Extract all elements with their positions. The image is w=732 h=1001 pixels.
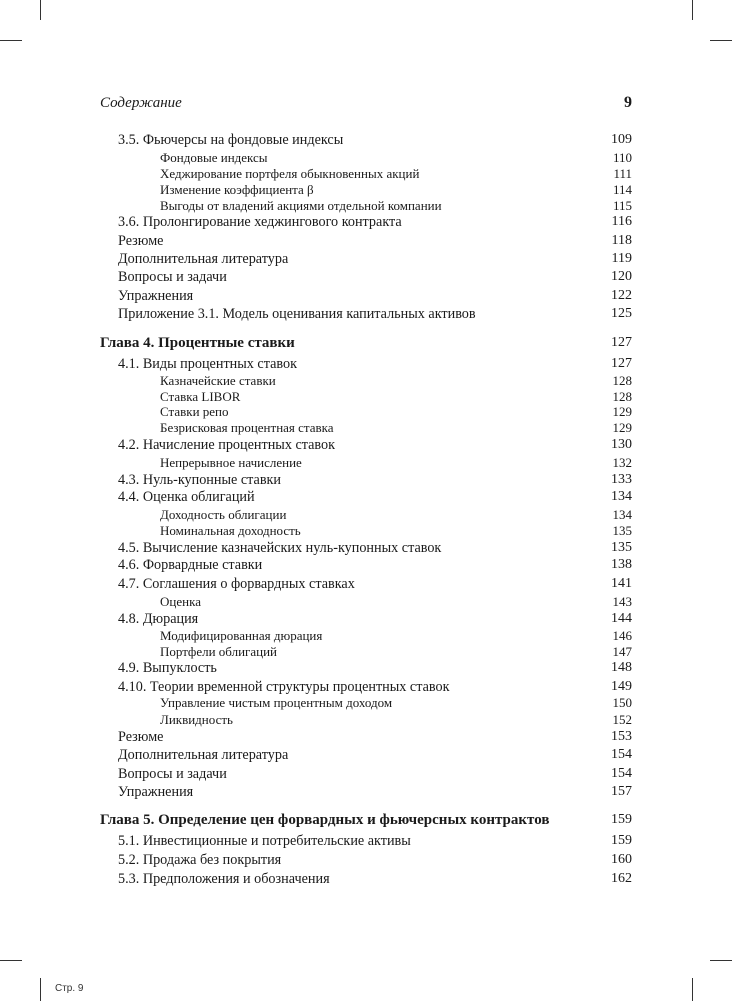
toc-entry (0, 765, 732, 783)
toc-chapter (0, 334, 732, 352)
toc-entry-title: Дополнительная литература (118, 251, 289, 267)
toc-entry (0, 355, 732, 373)
toc-entry-page: 146 (612, 628, 632, 643)
toc-entry-page: 150 (612, 695, 632, 710)
toc-entry-title: Упражнения (118, 288, 194, 304)
toc-entry-page: 120 (611, 269, 632, 284)
page-number: 9 (624, 94, 632, 111)
toc-entry-page: 114 (612, 182, 632, 197)
toc-entry-title: 4.4. Оценка облигаций (118, 489, 255, 505)
toc-entry-page: 144 (611, 611, 632, 626)
toc-entry-page: 128 (612, 373, 632, 388)
toc-entry-page: 138 (611, 557, 632, 572)
toc-entry-page: 162 (611, 871, 632, 886)
toc-entry-page: 135 (612, 523, 632, 538)
toc-entry-page: 159 (611, 812, 632, 827)
toc-entry-page: 119 (611, 251, 632, 266)
crop-mark (710, 960, 732, 961)
toc-entry-title: 5.2. Продажа без покрытия (118, 852, 282, 868)
toc-entry-title: 4.9. Выпуклость (118, 660, 217, 676)
toc-entry-title: Глава 5. Определение цен форвардных и фьючерсных контрактов (100, 812, 550, 828)
toc-entry-page: 159 (611, 833, 632, 848)
toc-entry (0, 694, 732, 712)
crop-mark (40, 978, 41, 1001)
toc-entry (0, 870, 732, 888)
toc-entry (0, 232, 732, 250)
toc-entry (0, 213, 732, 231)
toc-entry-title: Безрисковая процентная ставка (160, 420, 334, 435)
toc-entry-title: 3.5. Фьючерсы на фондовые индексы (118, 132, 344, 148)
toc-entry-page: 153 (611, 729, 632, 744)
toc-entry-title: Портфели облигаций (160, 644, 277, 659)
toc-entry (0, 746, 732, 764)
crop-mark (0, 960, 22, 961)
toc-entry-title: 4.3. Нуль-купонные ставки (118, 472, 282, 488)
toc-entry-page: 118 (611, 233, 632, 248)
toc-entry-page: 125 (611, 306, 632, 321)
toc-entry-title: Глава 4. Процентные ставки (100, 335, 295, 351)
toc-entry (0, 250, 732, 268)
page-label: Стр. 9 (55, 983, 84, 994)
toc-entry-page: 134 (612, 507, 632, 522)
toc-entry-title: Хеджирование портфеля обыкновенных акций (160, 166, 420, 181)
toc-entry (0, 268, 732, 286)
running-header-title: Содержание (100, 95, 182, 111)
toc-entry-title: Резюме (118, 729, 164, 745)
toc-entry-title: Резюме (118, 233, 164, 249)
toc-entry-title: 4.8. Дюрация (118, 611, 199, 627)
toc-entry-title: Дополнительная литература (118, 747, 289, 763)
toc-entry-title: 4.6. Форвардные ставки (118, 557, 263, 573)
toc-entry (0, 593, 732, 611)
toc-entry-title: Ликвидность (160, 712, 233, 727)
toc-entry-page: 135 (611, 540, 632, 555)
toc-entry-page: 116 (611, 214, 632, 229)
crop-mark (710, 40, 732, 41)
toc-entry-title: Вопросы и задачи (118, 269, 227, 285)
toc-entry-page: 154 (611, 766, 632, 781)
toc-entry-title: Модифицированная дюрация (160, 628, 323, 643)
toc-entry-page: 147 (612, 644, 632, 659)
toc-entry-title: Оценка (160, 594, 201, 609)
toc-entry (0, 783, 732, 801)
toc-entry-page: 129 (612, 420, 632, 435)
toc-entry (0, 419, 732, 437)
toc-entry-page: 109 (611, 132, 632, 147)
toc-entry-title: 5.3. Предположения и обозначения (118, 871, 330, 887)
toc-entry-title: Непрерывное начисление (160, 455, 302, 470)
toc-entry (0, 556, 732, 574)
toc-entry-page: 152 (612, 712, 632, 727)
toc-entry (0, 575, 732, 593)
crop-mark (40, 0, 41, 20)
toc-entry-title: Управление чистым процентным доходом (160, 695, 393, 710)
toc-entry-title: 3.6. Пролонгирование хеджингового контракта (118, 214, 402, 230)
toc-entry-page: 129 (612, 404, 632, 419)
toc-entry-page: 128 (612, 389, 632, 404)
toc-entry-title: 4.5. Вычисление казначейских нуль-купонных ставок (118, 540, 442, 556)
toc-entry-page: 157 (611, 784, 632, 799)
toc-entry (0, 471, 732, 489)
toc-entry (0, 488, 732, 506)
toc-entry-title: Приложение 3.1. Модель оценивания капитальных активов (118, 306, 476, 322)
toc-entry (0, 436, 732, 454)
toc-entry-page: 148 (611, 660, 632, 675)
toc-entry-page: 127 (611, 335, 632, 350)
toc-entry-page: 122 (611, 288, 632, 303)
crop-mark (692, 0, 693, 20)
toc-entry-page: 132 (612, 455, 632, 470)
toc-entry (0, 659, 732, 677)
toc-entry-page: 134 (611, 489, 632, 504)
toc-entry (0, 851, 732, 869)
toc-entry-title: Упражнения (118, 784, 194, 800)
toc-entry-page: 149 (611, 679, 632, 694)
toc-chapter (0, 811, 732, 829)
toc-entry-page: 127 (611, 356, 632, 371)
toc-entry-title: Казначейские ставки (160, 373, 276, 388)
toc-entry-page: 133 (611, 472, 632, 487)
toc-entry-title: Вопросы и задачи (118, 766, 227, 782)
crop-mark (692, 978, 693, 1001)
toc-entry-title: 5.1. Инвестиционные и потребительские активы (118, 833, 411, 849)
toc-entry (0, 610, 732, 628)
toc-entry (0, 305, 732, 323)
toc-entry-title: 4.7. Соглашения о форвардных ставках (118, 576, 355, 592)
toc-entry (0, 728, 732, 746)
toc-entry-page: 115 (612, 198, 632, 213)
toc-entry-page: 110 (612, 150, 632, 165)
toc-entry (0, 522, 732, 540)
toc-entry-page: 160 (611, 852, 632, 867)
toc-entry (0, 287, 732, 305)
toc-entry-title: Ставка LIBOR (160, 389, 241, 404)
toc-entry (0, 539, 732, 557)
toc-entry (0, 711, 732, 729)
toc-entry-title: 4.2. Начисление процентных ставок (118, 437, 336, 453)
toc-entry-title: 4.1. Виды процентных ставок (118, 356, 297, 372)
toc-entry-title: Ставки репо (160, 404, 229, 419)
toc-entry-page: 111 (613, 166, 632, 181)
toc-entry-title: 4.10. Теории временной структуры процентных ставок (118, 679, 450, 695)
toc-entry-page: 154 (611, 747, 632, 762)
toc-entry-page: 143 (612, 594, 632, 609)
toc-entry-title: Доходность облигации (160, 507, 287, 522)
toc-entry-title: Номинальная доходность (160, 523, 301, 538)
toc-entry (0, 131, 732, 149)
toc-entry-title: Фондовые индексы (160, 150, 268, 165)
toc-entry (0, 454, 732, 472)
toc-entry-title: Изменение коэффициента β (160, 182, 314, 197)
crop-mark (0, 40, 22, 41)
toc-entry-page: 130 (611, 437, 632, 452)
toc-entry (0, 832, 732, 850)
toc-entry-page: 141 (611, 576, 632, 591)
toc-entry-title: Выгоды от владений акциями отдельной компании (160, 198, 442, 213)
